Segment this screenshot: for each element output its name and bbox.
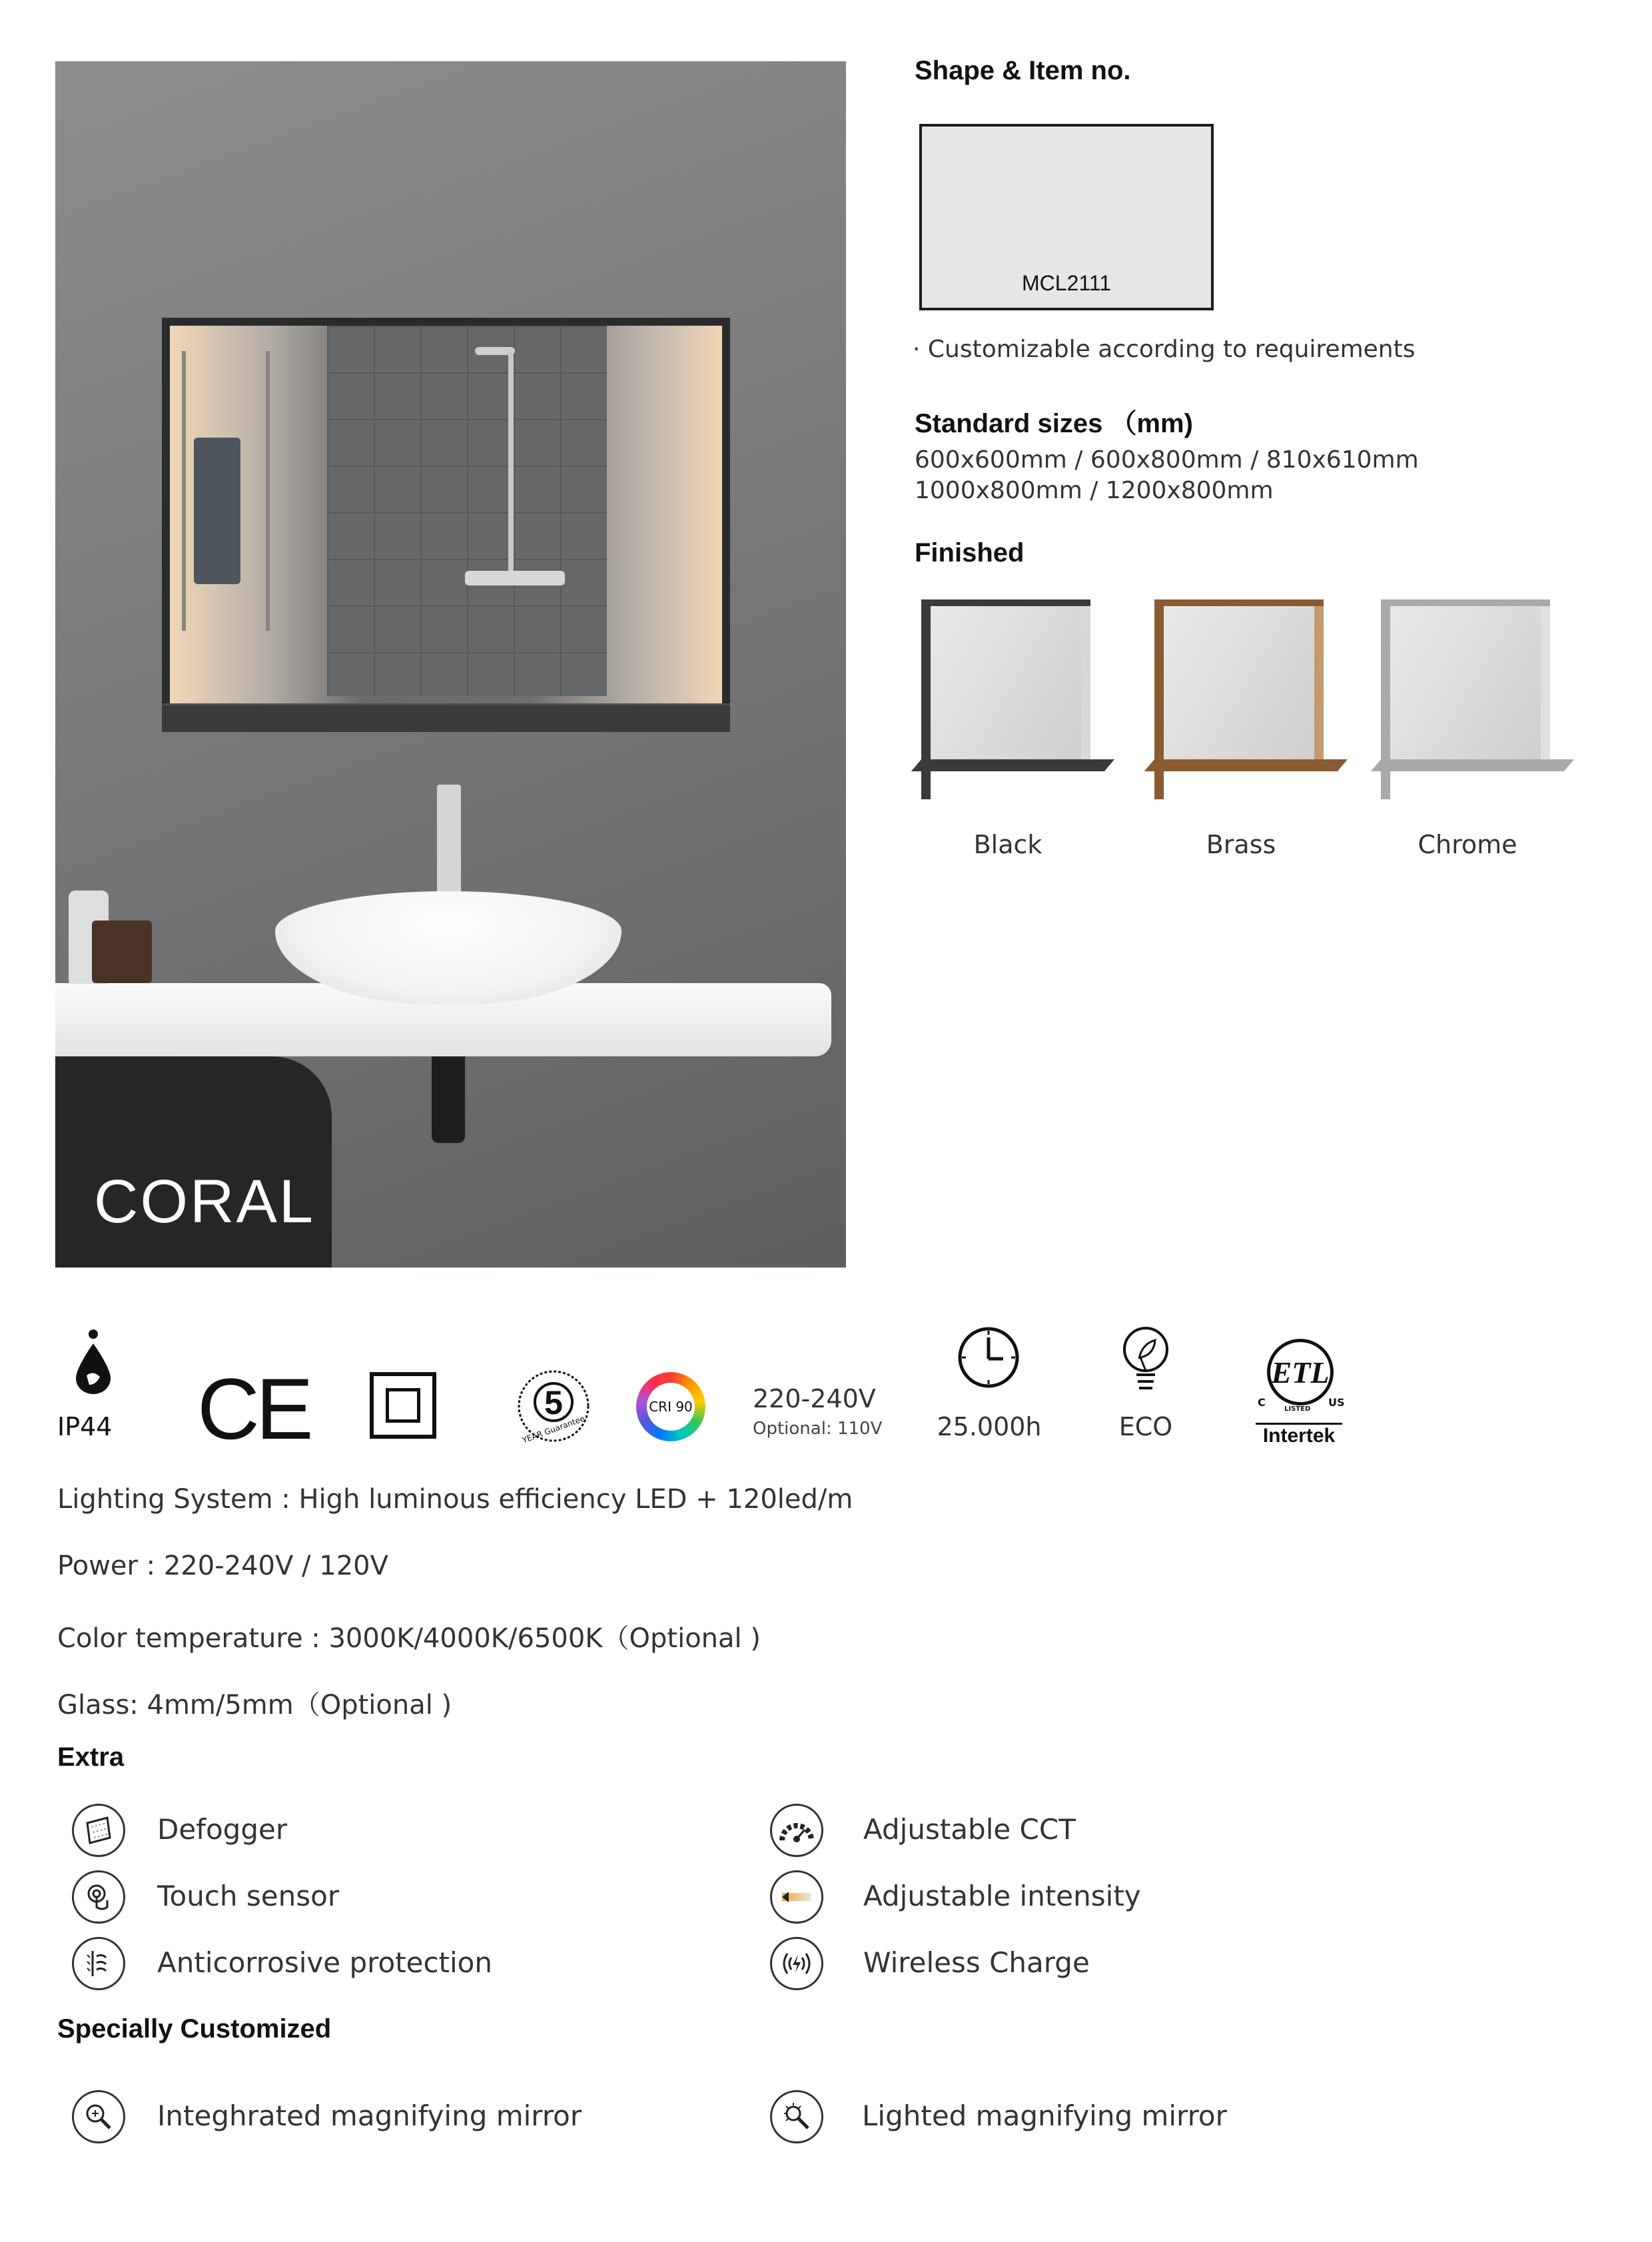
voltage-label: 220-240V xyxy=(753,1384,876,1413)
class-ii-icon xyxy=(370,1372,436,1439)
finish-black xyxy=(921,599,1121,866)
wireless-charge-icon xyxy=(770,1937,823,1990)
custom-lighted-magnifier: Lighted magnifying mirror xyxy=(862,2099,1227,2132)
voltage-optional: Optional: 110V xyxy=(753,1419,883,1439)
sizes-line-2: 1000x800mm / 1200x800mm xyxy=(915,477,1274,504)
mirror-shelf xyxy=(162,703,730,732)
finished-heading: Finished xyxy=(915,538,1025,567)
clock-icon xyxy=(957,1325,1021,1389)
finish-label-black: Black xyxy=(973,830,1042,859)
anticorrosive-icon xyxy=(72,1937,125,1990)
warranty-text: YEAR Guarantee xyxy=(521,1413,586,1445)
intensity-icon xyxy=(770,1870,823,1924)
led-mirror xyxy=(162,318,730,732)
feature-anticorrosive: Anticorrosive protection xyxy=(157,1946,492,1979)
customizable-note: · Customizable according to requirements xyxy=(913,336,1416,363)
etl-c: C xyxy=(1258,1396,1266,1409)
spec-color-temp: Color temperature : 3000K/4000K/6500K（Optional ) xyxy=(57,1623,761,1654)
cri-label: CRI 90 xyxy=(647,1383,695,1431)
warranty-badge-icon xyxy=(516,1369,591,1443)
sizes-heading: Standard sizes （mm) xyxy=(915,409,1193,438)
warranty-years: 5 xyxy=(544,1384,563,1421)
finish-label-brass: Brass xyxy=(1206,830,1276,859)
ip44-badge xyxy=(61,1329,121,1409)
defogger-icon xyxy=(72,1804,125,1857)
magnifier-icon xyxy=(72,2090,125,2143)
cct-icon xyxy=(770,1804,823,1857)
etl-listed: LISTED xyxy=(1284,1405,1311,1413)
sizes-line-1: 600x600mm / 600x800mm / 810x610mm xyxy=(915,446,1419,474)
touch-sensor-icon xyxy=(72,1870,125,1924)
drain-pipe xyxy=(432,1056,465,1143)
faucet xyxy=(437,785,461,898)
ip44-label: IP44 xyxy=(57,1412,113,1441)
shape-diagram xyxy=(919,124,1214,310)
eco-label: ECO xyxy=(1118,1412,1173,1441)
feature-touch-sensor: Touch sensor xyxy=(157,1880,340,1912)
feature-defogger: Defogger xyxy=(157,1813,288,1846)
jar xyxy=(92,921,152,983)
custom-heading: Specially Customized xyxy=(57,2014,332,2044)
etl-us: US xyxy=(1328,1396,1345,1409)
eco-bulb-icon xyxy=(1119,1324,1172,1397)
lifetime-label: 25.000h xyxy=(937,1412,1042,1441)
spec-lighting: Lighting System : High luminous efficiency LED + 120led/m xyxy=(57,1484,853,1515)
finish-brass xyxy=(1154,599,1354,866)
feature-cct: Adjustable CCT xyxy=(863,1813,1076,1846)
extra-heading: Extra xyxy=(57,1742,125,1772)
shape-heading: Shape & Item no. xyxy=(915,56,1131,85)
lighted-magnifier-icon xyxy=(770,2090,823,2143)
cri-ring-icon xyxy=(636,1372,705,1441)
water-drop-icon xyxy=(67,1329,120,1395)
towel xyxy=(194,438,240,584)
product-photo xyxy=(55,61,846,1268)
product-name: CORAL xyxy=(94,1168,315,1236)
etl-mark: ETL xyxy=(1267,1339,1334,1405)
feature-intensity: Adjustable intensity xyxy=(863,1880,1141,1912)
finish-label-chrome: Chrome xyxy=(1418,830,1517,859)
finish-chrome xyxy=(1381,599,1581,866)
feature-wireless-charge: Wireless Charge xyxy=(863,1946,1090,1979)
etl-listed-icon xyxy=(1258,1339,1344,1425)
item-number: MCL2111 xyxy=(1022,271,1111,295)
ce-mark-icon: CE xyxy=(197,1360,310,1457)
custom-integrated-magnifier: Integhrated magnifying mirror xyxy=(157,2099,582,2132)
spec-glass: Glass: 4mm/5mm（Optional ) xyxy=(57,1690,452,1720)
intertek-label: Intertek xyxy=(1256,1423,1342,1447)
spec-power: Power : 220-240V / 120V xyxy=(57,1551,388,1581)
